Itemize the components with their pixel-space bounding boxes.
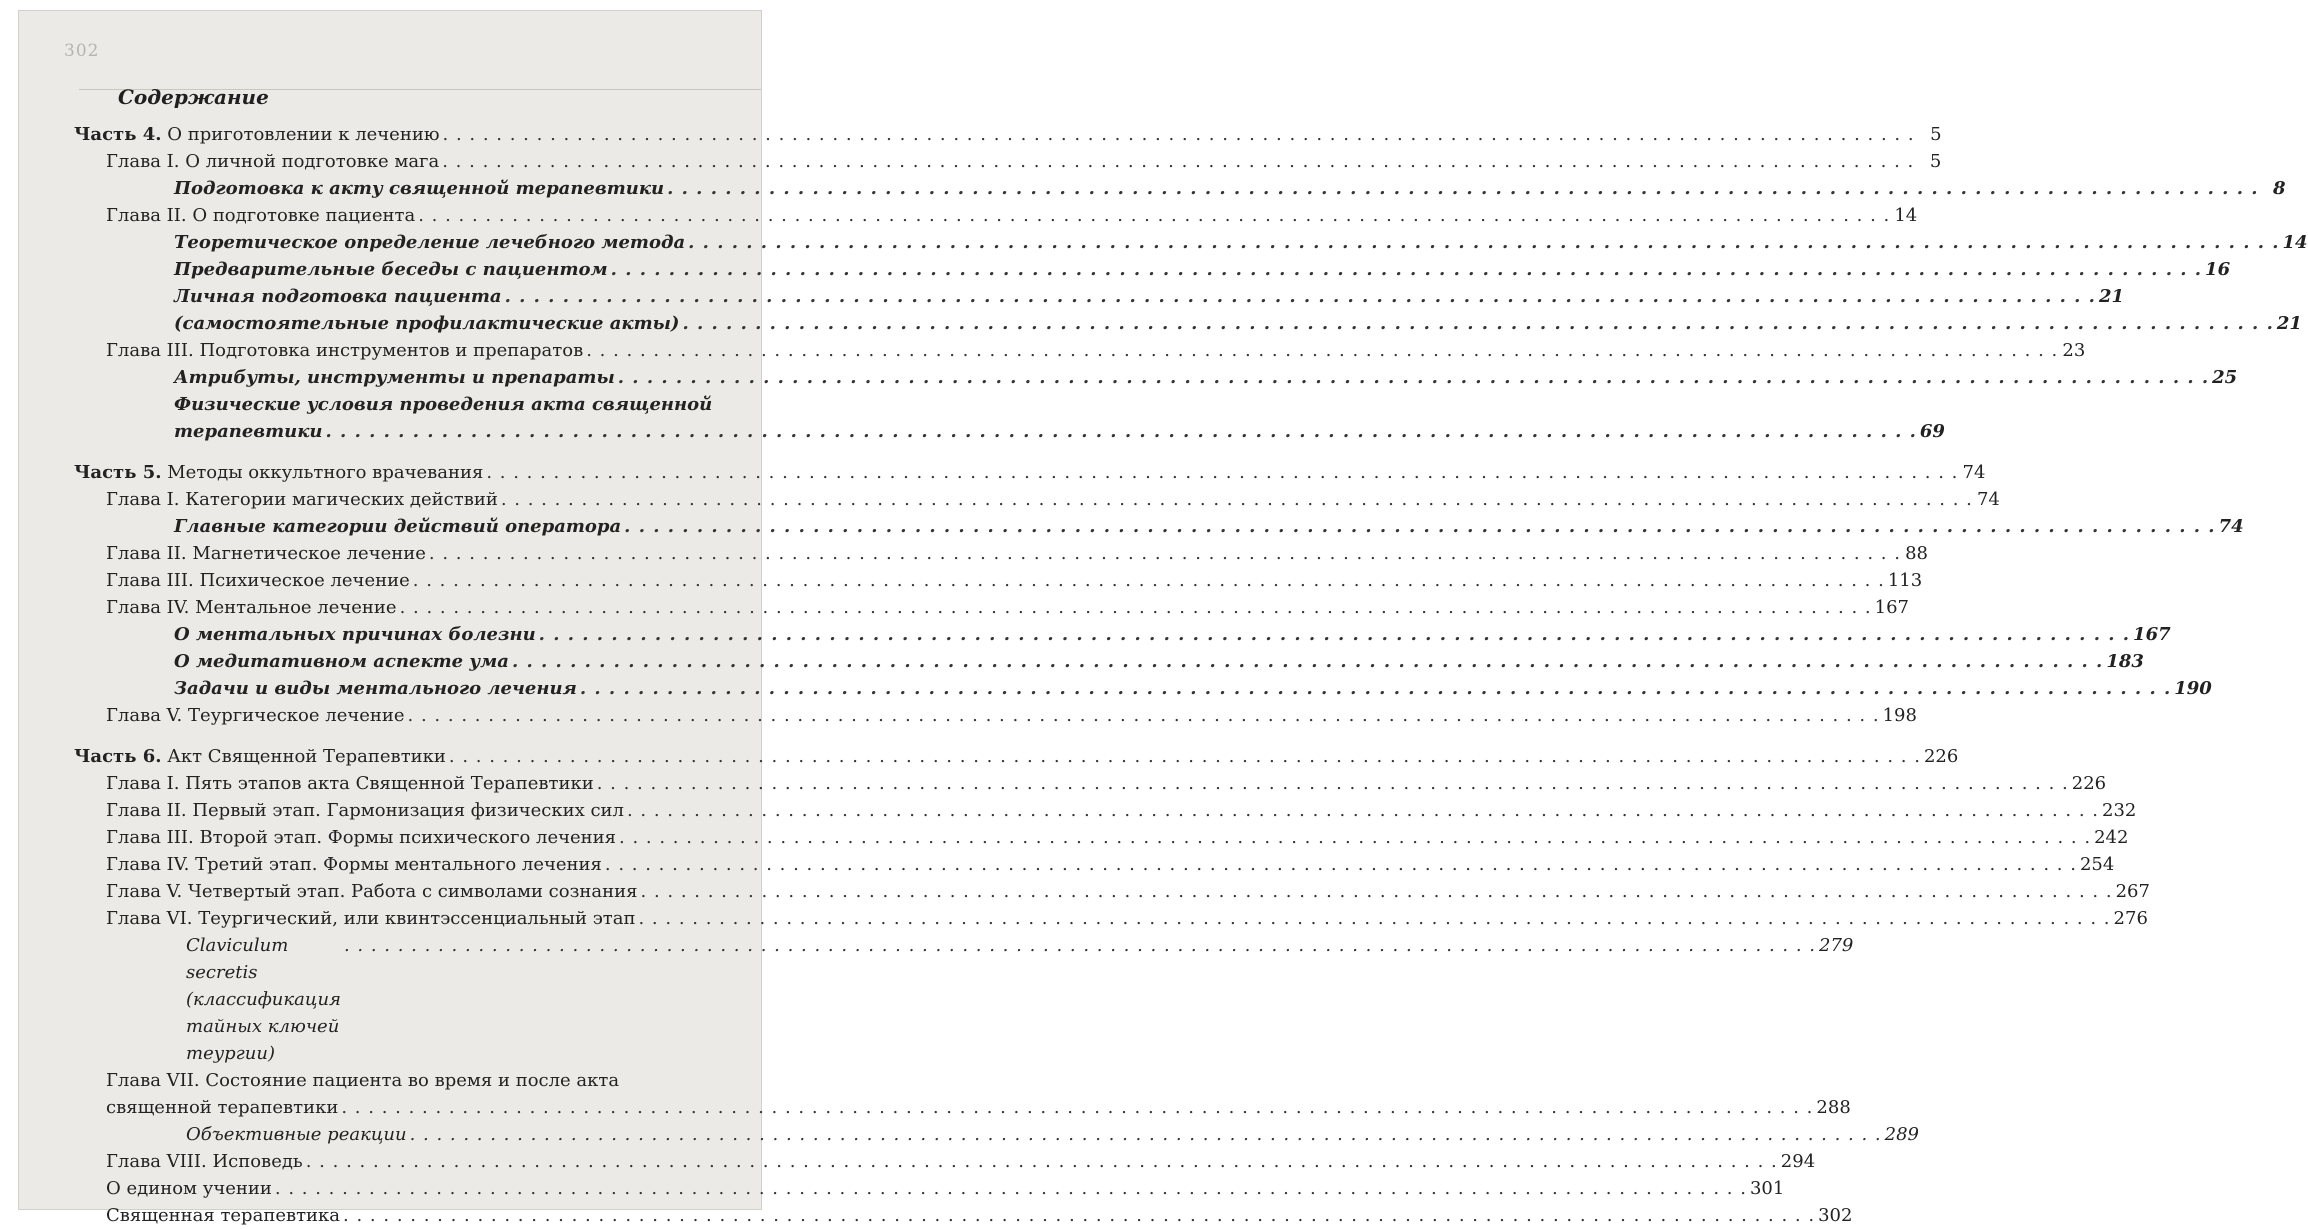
entry-title: Глава VIII. Исповедь bbox=[106, 1151, 303, 1172]
toc-entry-row bbox=[74, 486, 2000, 513]
page-number: 198 bbox=[1882, 705, 1917, 726]
book-page bbox=[18, 10, 2308, 1226]
page-number: 294 bbox=[1780, 1151, 1816, 1172]
toc-entry-row bbox=[74, 256, 2231, 283]
page-number: 183 bbox=[2106, 651, 2144, 672]
entry-title: Глава IV. Ментальное лечение bbox=[106, 597, 397, 618]
page-number: 276 bbox=[2113, 908, 2148, 929]
part-title bbox=[74, 743, 446, 770]
toc-body bbox=[74, 121, 2308, 1229]
toc-entry-row bbox=[74, 1202, 1853, 1229]
page-number: 279 bbox=[1819, 935, 1854, 956]
leader-dots bbox=[408, 702, 1880, 729]
page-number: 5 bbox=[1930, 124, 1942, 145]
entry-title: священной терапевтики bbox=[106, 1097, 339, 1118]
page-number: 226 bbox=[1923, 746, 1959, 767]
page-number: 113 bbox=[1887, 570, 1923, 591]
leader-dots bbox=[667, 175, 2258, 202]
leader-dots bbox=[641, 878, 2113, 905]
toc-entry-row bbox=[74, 824, 2129, 851]
toc-entry-row bbox=[74, 621, 2171, 648]
toc-heading: Содержание bbox=[118, 85, 269, 109]
toc-part-row bbox=[74, 743, 1959, 770]
entry-title: Claviculum secretis (классификация тайных ключей теургии) bbox=[186, 935, 341, 1064]
entry-title: Священная терапевтика bbox=[106, 1205, 341, 1226]
entry-title: Глава II. Первый этап. Гармонизация физических сил bbox=[106, 800, 624, 821]
toc-entry-row bbox=[74, 175, 2286, 202]
part-number: Часть 5. bbox=[74, 462, 162, 483]
page-number: 288 bbox=[1816, 1097, 1851, 1118]
leader-dots bbox=[344, 932, 1816, 959]
section-gap bbox=[74, 729, 754, 743]
entry-title: Предварительные беседы с пациентом bbox=[174, 259, 608, 280]
entry-title: Глава VII. Состояние пациента во время и после акта bbox=[106, 1070, 620, 1091]
page-number: 21 bbox=[2276, 313, 2302, 334]
page-number: 302 bbox=[1818, 1205, 1853, 1226]
leader-dots bbox=[486, 459, 1958, 486]
entry-title: Глава III. Подготовка инструментов и препаратов bbox=[106, 340, 584, 361]
toc-entry-row bbox=[74, 310, 2302, 337]
page-number: 5 bbox=[1929, 151, 1942, 172]
page-number: 190 bbox=[2174, 678, 2212, 699]
page-number: 242 bbox=[2094, 827, 2129, 848]
entry-title: Главные категории действий оператора bbox=[174, 516, 622, 537]
entry-title: Теоретическое определение лечебного метода bbox=[174, 232, 686, 253]
entry-title: (самостоятельные профилактические акты) bbox=[174, 313, 680, 334]
entry-title: Атрибуты, инструменты и препараты bbox=[174, 367, 615, 388]
page-number: 74 bbox=[1962, 462, 1986, 483]
toc-entry-row bbox=[74, 702, 1917, 729]
entry-title: Глава IV. Третий этап. Формы ментального лечения bbox=[106, 854, 602, 875]
page-number: 232 bbox=[2102, 800, 2137, 821]
page-number: 167 bbox=[1874, 597, 1909, 618]
part-title bbox=[74, 121, 440, 148]
leader-dots bbox=[443, 121, 1915, 148]
entry-title: Глава VI. Теургический, или квинтэссенциальный этап bbox=[106, 908, 636, 929]
entry-title: О ментальных причинах болезни bbox=[174, 624, 536, 645]
toc-entry-row bbox=[74, 148, 1942, 175]
entry-title: Личная подготовка пациента bbox=[174, 286, 502, 307]
toc-entry-row bbox=[74, 513, 2244, 540]
toc-entry-row bbox=[74, 391, 754, 418]
toc-entry-row bbox=[74, 1094, 1851, 1121]
leader-dots bbox=[413, 567, 1885, 594]
page-number: 167 bbox=[2133, 624, 2171, 645]
toc-entry-row bbox=[74, 418, 1945, 445]
page-number: 16 bbox=[2205, 259, 2231, 280]
toc-entry-row bbox=[74, 1067, 754, 1094]
leader-dots bbox=[442, 148, 1914, 175]
toc-entry-row bbox=[74, 675, 2212, 702]
table-of-contents bbox=[74, 83, 2308, 1229]
toc-entry-row bbox=[74, 594, 1909, 621]
page-number: 88 bbox=[1905, 543, 1928, 564]
entry-title: Глава I. Пять этапов акта Священной Терапевтики bbox=[106, 773, 594, 794]
toc-entry-row bbox=[74, 878, 2150, 905]
toc-part-row bbox=[74, 121, 1942, 148]
toc-entry-row bbox=[74, 540, 1928, 567]
entry-title: Глава II. Магнетическое лечение bbox=[106, 543, 426, 564]
leader-dots bbox=[688, 229, 2279, 256]
leader-dots bbox=[618, 364, 2209, 391]
leader-dots bbox=[326, 418, 1917, 445]
leader-dots bbox=[429, 540, 1901, 567]
leader-dots bbox=[341, 1094, 1813, 1121]
toc-entry-row bbox=[74, 648, 2144, 675]
leader-dots bbox=[580, 675, 2171, 702]
entry-title: Глава I. Категории магических действий bbox=[106, 489, 498, 510]
entry-title: О едином учении bbox=[106, 1178, 272, 1199]
leader-dots bbox=[638, 905, 2110, 932]
page-number: 74 bbox=[2218, 516, 2244, 537]
section-gap bbox=[74, 445, 754, 459]
toc-entry-row bbox=[74, 932, 1854, 1067]
leader-dots bbox=[449, 743, 1921, 770]
part-number: Часть 4. bbox=[74, 124, 162, 145]
toc-part-row bbox=[74, 459, 1986, 486]
page-number: 69 bbox=[1919, 421, 1945, 442]
leader-dots bbox=[501, 486, 1973, 513]
leader-dots bbox=[682, 310, 2273, 337]
toc-entry-row bbox=[74, 1121, 1919, 1148]
toc-entry-row bbox=[74, 283, 2125, 310]
toc-entry-row bbox=[74, 1175, 1785, 1202]
toc-entry-row bbox=[74, 1148, 1816, 1175]
leader-dots bbox=[597, 770, 2069, 797]
toc-entry-row bbox=[74, 202, 1918, 229]
toc-entry-row bbox=[74, 567, 1923, 594]
toc-entry-row bbox=[74, 905, 2148, 932]
entry-title: Физические условия проведения акта священной bbox=[174, 394, 713, 415]
toc-entry-row bbox=[74, 851, 2115, 878]
toc-entry-row bbox=[74, 797, 2137, 824]
page-number: 301 bbox=[1749, 1178, 1785, 1199]
entry-title: Глава II. О подготовке пациента bbox=[106, 205, 416, 226]
leader-dots bbox=[624, 513, 2215, 540]
leader-dots bbox=[586, 337, 2058, 364]
part-name: Методы оккультного врачевания bbox=[167, 462, 484, 483]
page-number: 267 bbox=[2115, 881, 2150, 902]
part-number: Часть 6. bbox=[74, 746, 162, 767]
leader-dots bbox=[505, 283, 2096, 310]
entry-title: Подготовка к акту священной терапевтики bbox=[174, 178, 665, 199]
entry-title: Глава III. Психическое лечение bbox=[106, 570, 410, 591]
entry-title: Глава III. Второй этап. Формы психического лечения bbox=[106, 827, 617, 848]
page-number: 21 bbox=[2098, 286, 2125, 307]
bleed-through-header: 302 bbox=[64, 41, 100, 61]
entry-title: Глава V. Теургическое лечение bbox=[106, 705, 405, 726]
entry-title: Глава V. Четвертый этап. Работа с символами сознания bbox=[106, 881, 638, 902]
page-number: 25 bbox=[2212, 367, 2238, 388]
leader-dots bbox=[343, 1202, 1815, 1229]
leader-dots bbox=[512, 648, 2103, 675]
leader-dots bbox=[539, 621, 2130, 648]
page-number: 8 bbox=[2272, 178, 2286, 199]
part-title bbox=[74, 459, 483, 486]
leader-dots bbox=[306, 1148, 1778, 1175]
toc-entry-row bbox=[74, 770, 2107, 797]
entry-title: Объективные реакции bbox=[186, 1124, 407, 1145]
part-name: Акт Священной Терапевтики bbox=[167, 746, 446, 767]
leader-dots bbox=[619, 824, 2091, 851]
leader-dots bbox=[605, 851, 2077, 878]
page-number: 74 bbox=[1976, 489, 2000, 510]
toc-entry-row bbox=[74, 229, 2308, 256]
page-number: 14 bbox=[2282, 232, 2308, 253]
page-number: 254 bbox=[2079, 854, 2115, 875]
page-number: 14 bbox=[1894, 205, 1918, 226]
part-name: О приготовлении к лечению bbox=[167, 124, 440, 145]
entry-title: О медитативном аспекте ума bbox=[174, 651, 509, 672]
toc-entry-row bbox=[74, 337, 2086, 364]
entry-title: Глава I. О личной подготовке мага bbox=[106, 151, 440, 172]
leader-dots bbox=[611, 256, 2202, 283]
leader-dots bbox=[410, 1121, 1882, 1148]
entry-title: Задачи и виды ментального лечения bbox=[174, 678, 577, 699]
toc-entry-row bbox=[74, 364, 2238, 391]
leader-dots bbox=[275, 1175, 1747, 1202]
page-number: 289 bbox=[1884, 1124, 1919, 1145]
leader-dots bbox=[418, 202, 1890, 229]
leader-dots bbox=[400, 594, 1872, 621]
page-number: 23 bbox=[2062, 340, 2086, 361]
entry-title: терапевтики bbox=[174, 421, 323, 442]
page-number: 226 bbox=[2071, 773, 2107, 794]
leader-dots bbox=[627, 797, 2099, 824]
